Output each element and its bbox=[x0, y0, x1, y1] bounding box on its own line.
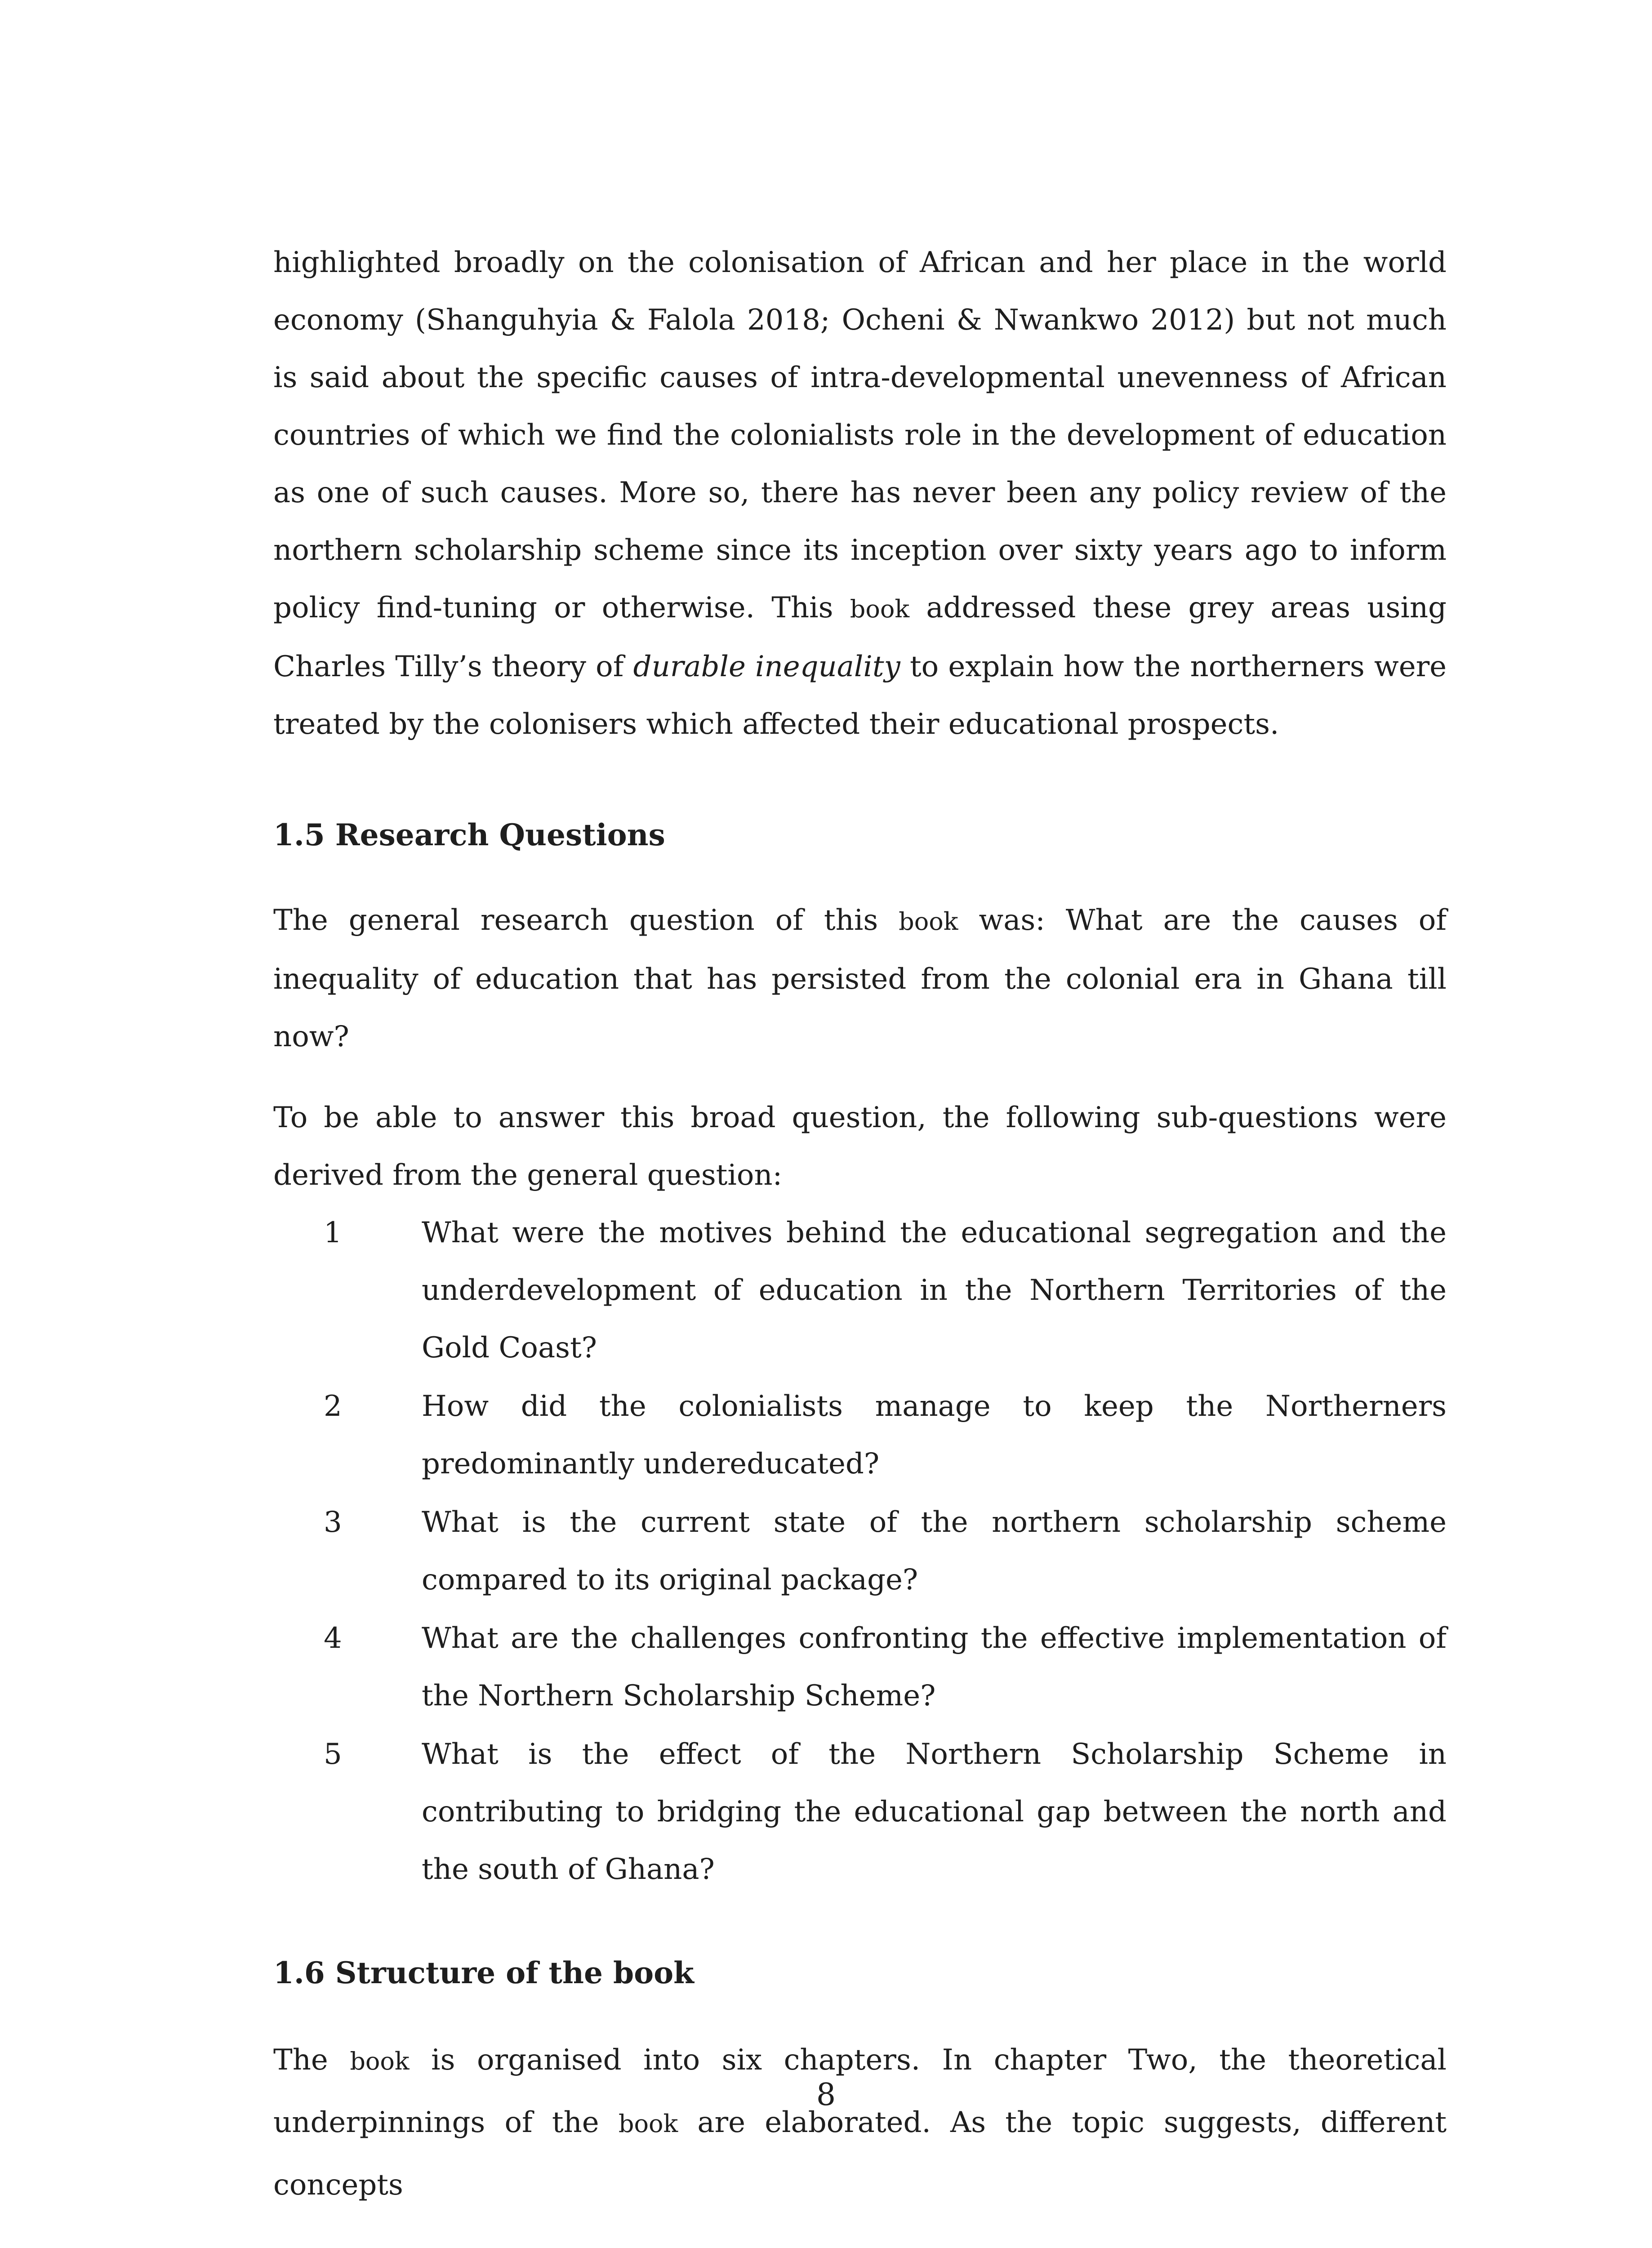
question-number: 3 bbox=[324, 1506, 342, 1539]
question-number: 5 bbox=[324, 1738, 342, 1771]
list-item bbox=[273, 1610, 1447, 1725]
question-text: What were the motives behind the educational segregation and the underdevelopment of education in the Northern Territories of the Gold Coast? bbox=[422, 1216, 1447, 1365]
question-number: 2 bbox=[324, 1390, 342, 1423]
page-content bbox=[273, 234, 1447, 2216]
question-text: What is the effect of the Northern Scholarship Scheme in contributing to bridging the educational gap between the north and the south of Ghana? bbox=[422, 1738, 1447, 1886]
question-number: 1 bbox=[324, 1216, 342, 1249]
question-text: How did the colonialists manage to keep the Northerners predominantly undereducated? bbox=[422, 1390, 1447, 1481]
question-number: 4 bbox=[324, 1622, 342, 1655]
list-item bbox=[273, 1378, 1447, 1493]
question-text: What are the challenges confronting the effective implementation of the Northern Scholarship Scheme? bbox=[422, 1622, 1447, 1713]
intro-book-word: book bbox=[850, 595, 910, 623]
page-number: 8 bbox=[816, 2077, 836, 2113]
question-text: What is the current state of the northern scholarship scheme compared to its original package? bbox=[422, 1506, 1447, 1597]
structure-heading: 1.6 Structure of the book bbox=[273, 1955, 694, 1990]
intro-italic-term: durable inequality bbox=[633, 650, 900, 683]
general-book-word: book bbox=[899, 907, 958, 936]
list-item bbox=[273, 1726, 1447, 1898]
list-item bbox=[273, 1204, 1447, 1377]
structure-book-word-2: book bbox=[618, 2110, 678, 2138]
structure-paragraph bbox=[273, 2029, 1447, 2216]
structure-text-1: The bbox=[273, 2043, 328, 2077]
intro-paragraph bbox=[273, 234, 1447, 753]
general-question-paragraph bbox=[273, 892, 1447, 1066]
general-text-1: The general research question of this bbox=[273, 904, 878, 937]
general-text-2: was: What are the causes of inequality of education that has persisted from the colonial era in Ghana till now? bbox=[273, 904, 1447, 1053]
structure-text-2: is organised into six chapters. In chapter Two, the theoretical underpinnings of the bbox=[273, 2043, 1447, 2139]
structure-book-word-1: book bbox=[350, 2047, 410, 2075]
structure-text-3: are elaborated. As the topic suggests, different concepts bbox=[273, 2106, 1447, 2202]
sub-questions-list bbox=[273, 1204, 1447, 1898]
intro-text-1: highlighted broadly on the colonisation of African and her place in the world economy (Shanguhyia & Falola 2018; Ocheni & Nwankwo 2012) but not much is said about the specific causes of intra-developmental unevenness of African countries of which we find the colonialists role in the development of education as one of such causes. More so, there has never been any policy review of the northern scholarship scheme since its inception over sixty years ago to inform policy find-tuning or otherwise. This bbox=[273, 246, 1447, 624]
research-questions-heading: 1.5 Research Questions bbox=[273, 817, 665, 852]
sub-questions-intro: To be able to answer this broad question, the following sub-questions were derived from the general question: bbox=[273, 1101, 1447, 1192]
list-item bbox=[273, 1494, 1447, 1609]
intro-text-3: to explain how the northerners were treated by the colonisers which affected their educational prospects. bbox=[273, 650, 1447, 741]
intro-text-2: addressed these grey areas using Charles Tilly’s theory of bbox=[273, 591, 1447, 683]
